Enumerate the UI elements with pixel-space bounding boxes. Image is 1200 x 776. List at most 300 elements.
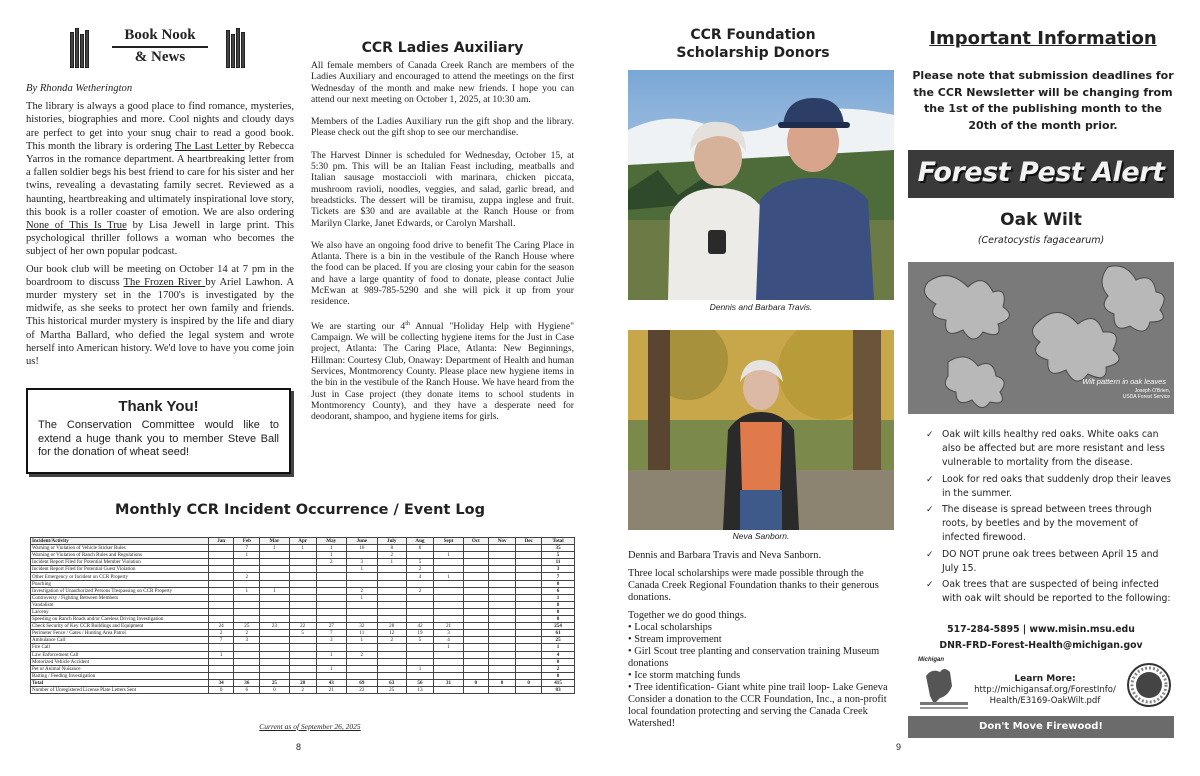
table-row bbox=[31, 566, 575, 573]
table-cell: 3 bbox=[234, 637, 260, 644]
table-cell: 0 bbox=[542, 672, 575, 679]
table-row bbox=[31, 601, 575, 608]
table-cell bbox=[289, 601, 316, 608]
table-cell: 0 bbox=[542, 608, 575, 615]
table-cell: 2 bbox=[542, 665, 575, 672]
table-cell: Incident Report Filed for Potential Member Violation bbox=[31, 559, 209, 566]
table-cell bbox=[289, 573, 316, 580]
table-cell bbox=[209, 587, 234, 594]
list-item: ✓ Oak wilt kills healthy red oaks. White oaks can also be affected but are more resistant and less vulnerable to mortality from the disease. bbox=[926, 428, 1176, 471]
table-cell: Number of Unregistered License Plate Letters Sent bbox=[31, 686, 209, 693]
table-cell bbox=[463, 608, 488, 615]
table-cell bbox=[488, 637, 515, 644]
table-cell: 1 bbox=[542, 594, 575, 601]
table-cell bbox=[516, 608, 542, 615]
table-cell bbox=[346, 672, 377, 679]
table-header-cell: Apr bbox=[289, 538, 316, 545]
table-cell bbox=[463, 580, 488, 587]
table-cell bbox=[377, 608, 406, 615]
table-cell: 1 bbox=[316, 665, 346, 672]
table-cell bbox=[289, 672, 316, 679]
table-cell bbox=[316, 672, 346, 679]
list-item: • Tree identification- Giant white pine trail loop- Lake Geneva bbox=[628, 682, 894, 694]
table-cell bbox=[209, 552, 234, 559]
table-cell bbox=[434, 559, 463, 566]
table-cell: 1 bbox=[316, 552, 346, 559]
dont-move-firewood-footer: Don't Move Firewood! bbox=[908, 716, 1174, 738]
table-cell: 0 bbox=[488, 679, 515, 686]
table-cell bbox=[289, 580, 316, 587]
table-cell: 1 bbox=[377, 559, 406, 566]
table-cell bbox=[316, 608, 346, 615]
table-cell bbox=[346, 580, 377, 587]
table-cell: Other Emergency or Incident on CCR Property bbox=[31, 573, 209, 580]
table-cell: 415 bbox=[542, 679, 575, 686]
table-cell: 19 bbox=[406, 630, 434, 637]
table-cell: 1 bbox=[434, 644, 463, 651]
table-cell: 1 bbox=[542, 644, 575, 651]
table-cell: 2 bbox=[289, 686, 316, 693]
table-cell bbox=[516, 658, 542, 665]
forest-pest-alert-title: Forest Pest Alert bbox=[917, 157, 1165, 188]
table-cell: 5 bbox=[406, 559, 434, 566]
table-cell bbox=[434, 686, 463, 693]
table-cell bbox=[377, 672, 406, 679]
table-cell bbox=[463, 686, 488, 693]
table-cell: 56 bbox=[406, 679, 434, 686]
table-cell: 11 bbox=[542, 559, 575, 566]
table-cell: 6 bbox=[234, 686, 260, 693]
foundation-article bbox=[628, 550, 894, 736]
table-cell: 0 bbox=[542, 580, 575, 587]
table-header-cell: Sept bbox=[434, 538, 463, 545]
learn-more-link[interactable]: Health/E3169-OakWilt.pdf bbox=[989, 696, 1101, 706]
table-cell bbox=[316, 594, 346, 601]
table-cell bbox=[463, 658, 488, 665]
table-cell: 8 bbox=[377, 545, 406, 552]
table-cell: 2 bbox=[346, 587, 377, 594]
table-cell bbox=[260, 566, 289, 573]
table-cell bbox=[406, 651, 434, 658]
table-cell: 0 bbox=[542, 658, 575, 665]
list-item: ✓ DO NOT prune oak trees between April 15 and July 15. bbox=[926, 548, 1176, 576]
table-cell: 1 bbox=[289, 545, 316, 552]
incident-log-title: Monthly CCR Incident Occurrence / Event Log bbox=[115, 502, 485, 518]
table-cell: 21 bbox=[316, 686, 346, 693]
table-cell bbox=[434, 651, 463, 658]
list-item: ✓ Oak trees that are suspected of being infected with oak wilt should be reported to the following: bbox=[926, 578, 1176, 606]
table-cell: 22 bbox=[289, 623, 316, 630]
book-nook-header bbox=[70, 26, 250, 70]
table-cell bbox=[346, 552, 377, 559]
table-cell bbox=[488, 616, 515, 623]
table-cell: 1 bbox=[434, 573, 463, 580]
table-header-cell: June bbox=[346, 538, 377, 545]
table-cell bbox=[209, 644, 234, 651]
table-cell bbox=[434, 608, 463, 615]
table-cell bbox=[346, 658, 377, 665]
table-cell: Total bbox=[31, 679, 209, 686]
table-cell bbox=[234, 601, 260, 608]
table-cell bbox=[234, 672, 260, 679]
table-cell: 27 bbox=[316, 623, 346, 630]
table-header-cell: Total bbox=[542, 538, 575, 545]
table-cell bbox=[516, 651, 542, 658]
table-cell bbox=[289, 552, 316, 559]
table-cell bbox=[406, 552, 434, 559]
table-cell bbox=[260, 658, 289, 665]
table-header-cell: Dec bbox=[516, 538, 542, 545]
table-cell: 0 bbox=[209, 686, 234, 693]
table-cell bbox=[488, 665, 515, 672]
table-cell: 0 bbox=[516, 679, 542, 686]
table-cell: 0 bbox=[542, 616, 575, 623]
table-cell bbox=[234, 651, 260, 658]
table-row bbox=[31, 608, 575, 615]
table-cell bbox=[316, 644, 346, 651]
table-cell: 1 bbox=[260, 587, 289, 594]
table-cell: 1 bbox=[260, 545, 289, 552]
table-cell bbox=[346, 608, 377, 615]
table-cell: Larceny bbox=[31, 608, 209, 615]
table-cell bbox=[434, 658, 463, 665]
table-cell bbox=[346, 573, 377, 580]
book-nook-title-line1: Book Nook bbox=[124, 27, 196, 43]
foundation-paragraph: Consider a donation to the CCR Foundation, Inc., a non-profit local foundation protecting and serving the Canada Creek Watershed! bbox=[628, 694, 887, 729]
table-cell bbox=[434, 594, 463, 601]
michigan-agriculture-logo bbox=[918, 656, 970, 711]
table-cell: 24 bbox=[209, 623, 234, 630]
table-row bbox=[31, 580, 575, 587]
table-cell: 83 bbox=[542, 686, 575, 693]
table-header-cell: Oct bbox=[463, 538, 488, 545]
table-header-cell: July bbox=[377, 538, 406, 545]
table-cell bbox=[209, 616, 234, 623]
table-cell bbox=[406, 616, 434, 623]
table-cell bbox=[434, 616, 463, 623]
table-cell bbox=[289, 651, 316, 658]
table-cell: 7 bbox=[316, 630, 346, 637]
table-cell: 1 bbox=[346, 637, 377, 644]
table-cell: 4 bbox=[542, 651, 575, 658]
table-cell: Ambulance Call bbox=[31, 637, 209, 644]
table-cell bbox=[516, 566, 542, 573]
table-row bbox=[31, 672, 575, 679]
table-cell: 1 bbox=[406, 665, 434, 672]
table-cell: 1 bbox=[234, 552, 260, 559]
table-cell bbox=[289, 616, 316, 623]
list-item: ✓ Look for red oaks that suddenly drop their leaves in the summer. bbox=[926, 473, 1176, 501]
table-cell bbox=[434, 587, 463, 594]
table-cell: Incident Report Filed for Potential Guest Violation bbox=[31, 566, 209, 573]
table-cell bbox=[209, 658, 234, 665]
table-row bbox=[31, 594, 575, 601]
table-cell bbox=[209, 580, 234, 587]
table-cell bbox=[463, 594, 488, 601]
table-cell bbox=[434, 601, 463, 608]
table-cell bbox=[463, 559, 488, 566]
table-cell: 5 bbox=[406, 637, 434, 644]
table-cell bbox=[209, 601, 234, 608]
ladies-auxiliary-title: CCR Ladies Auxiliary bbox=[361, 40, 524, 56]
table-cell: 3 bbox=[316, 637, 346, 644]
table-cell bbox=[289, 594, 316, 601]
table-cell: 5 bbox=[542, 552, 575, 559]
list-item: • Local scholarships bbox=[628, 622, 894, 634]
table-cell bbox=[516, 623, 542, 630]
table-cell bbox=[463, 672, 488, 679]
table-row bbox=[31, 559, 575, 566]
table-cell: 0 bbox=[463, 679, 488, 686]
table-cell: 1 bbox=[346, 566, 377, 573]
table-cell bbox=[260, 552, 289, 559]
table-cell: Pet or Animal Nuisance bbox=[31, 665, 209, 672]
page-number-left: 8 bbox=[296, 742, 302, 752]
oak-wilt-facts bbox=[926, 428, 1176, 608]
table-row bbox=[31, 623, 575, 630]
book-title-link: The Frozen River bbox=[123, 276, 206, 288]
travis-photo bbox=[628, 70, 894, 300]
ladies-auxiliary-article bbox=[311, 60, 574, 434]
table-row bbox=[31, 651, 575, 658]
table-cell bbox=[234, 644, 260, 651]
table-cell bbox=[488, 594, 515, 601]
table-cell bbox=[377, 651, 406, 658]
table-cell bbox=[234, 616, 260, 623]
oak-wilt-scientific-name: (Ceratocystis fagacearum) bbox=[977, 235, 1105, 246]
table-cell: 1 bbox=[434, 552, 463, 559]
table-cell bbox=[346, 601, 377, 608]
table-cell bbox=[516, 587, 542, 594]
table-cell: 25 bbox=[542, 637, 575, 644]
table-cell bbox=[488, 552, 515, 559]
book-nook-title-line2: & News bbox=[134, 49, 186, 65]
table-cell: 34 bbox=[209, 679, 234, 686]
table-row bbox=[31, 658, 575, 665]
ladies-paragraph: We also have an ongoing food drive to benefit The Caring Place in Atlanta. There is a bin in the vestibule of the Ranch House where the food can be placed. If you are closing your cabin for the season and have a large quantity of food to donate, please contact Julie McEwan at 989-785-5290 and she will pick it up from your residence. bbox=[311, 239, 574, 308]
table-cell: 254 bbox=[542, 623, 575, 630]
table-cell bbox=[516, 630, 542, 637]
table-cell: 28 bbox=[289, 679, 316, 686]
table-cell: 16 bbox=[346, 545, 377, 552]
table-cell bbox=[377, 665, 406, 672]
table-cell bbox=[377, 580, 406, 587]
table-cell bbox=[289, 559, 316, 566]
table-cell: 0 bbox=[260, 686, 289, 693]
table-cell bbox=[463, 651, 488, 658]
list-item: • Ice storm matching funds bbox=[628, 670, 894, 682]
table-cell bbox=[488, 601, 515, 608]
table-cell: 32 bbox=[346, 623, 377, 630]
table-cell bbox=[488, 587, 515, 594]
table-cell bbox=[260, 580, 289, 587]
table-cell bbox=[316, 566, 346, 573]
table-cell bbox=[463, 623, 488, 630]
table-cell bbox=[434, 566, 463, 573]
table-cell: 1 bbox=[316, 651, 346, 658]
table-cell bbox=[260, 559, 289, 566]
table-cell bbox=[289, 644, 316, 651]
table-cell: 23 bbox=[260, 623, 289, 630]
table-cell: Controversy / Fighting Between Members bbox=[31, 594, 209, 601]
table-cell: Law Enforcement Call bbox=[31, 651, 209, 658]
table-cell: 2 bbox=[234, 630, 260, 637]
foundation-paragraph: Together we do good things. bbox=[628, 610, 747, 621]
table-cell bbox=[488, 644, 515, 651]
table-cell bbox=[234, 559, 260, 566]
table-cell bbox=[406, 580, 434, 587]
table-cell: Poaching bbox=[31, 580, 209, 587]
list-item: • Girl Scout tree planting and conservation training Museum donations bbox=[628, 646, 894, 670]
byline: By Rhonda Wetherington bbox=[26, 83, 133, 94]
table-cell: 43 bbox=[316, 679, 346, 686]
table-cell bbox=[406, 672, 434, 679]
table-row bbox=[31, 686, 575, 693]
table-row bbox=[31, 545, 575, 552]
book-nook-paragraph: The library is always a good place to find romance, mysteries, histories, biographies and more. Cool nights and cloudy days are perfect to get into your snug chair to read a good book. This month the library is ordering The Last Letter by Rebecca Yarros in the romance department. A heartbreaking letter from a fallen soldier begs his best friend to care for his sister and her twins, revealing a devastating family secret. Reviewed as a haunting, heartbreaking and ultimately inspirational love story, this book is a roller coaster of emotion. We are also ordering None of This Is True by Lisa Jewell in large print. This psychological thriller follows a woman who becomes the subject of her own popular podcast. bbox=[26, 101, 294, 258]
table-row bbox=[31, 616, 575, 623]
books-icon bbox=[226, 28, 246, 68]
table-cell bbox=[234, 658, 260, 665]
table-cell bbox=[289, 566, 316, 573]
table-cell bbox=[260, 644, 289, 651]
table-cell bbox=[463, 665, 488, 672]
table-cell bbox=[289, 637, 316, 644]
table-cell: 12 bbox=[377, 630, 406, 637]
table-cell bbox=[234, 594, 260, 601]
ladies-paragraph: The Harvest Dinner is scheduled for Wednesday, October 15, at 5:30 pm. This will be an Italian Feast including, meatballs and Italian sausage mostaccioli with marinara, chicken piccata, mushroom ravioli, noodles, veggies, and salad, garlic bread, and breadsticks. The dessert will be tiramisu, zuppa inglese and fruit. Tickets are $30 and are available at the Ranch House or from Marilyn Clarke, Janet Edwards, or Carolyn Marshall. bbox=[311, 149, 574, 229]
table-cell bbox=[234, 608, 260, 615]
table-cell: Motorized Vehicle Accident bbox=[31, 658, 209, 665]
table-cell: Baiting / Feeding Investigation bbox=[31, 672, 209, 679]
table-cell bbox=[434, 665, 463, 672]
table-cell: 25 bbox=[260, 679, 289, 686]
table-cell bbox=[516, 580, 542, 587]
table-cell bbox=[434, 580, 463, 587]
table-cell bbox=[234, 665, 260, 672]
table-cell bbox=[377, 587, 406, 594]
table-cell bbox=[377, 573, 406, 580]
table-cell: Check Security of Key CCR Buildings and Equipment bbox=[31, 623, 209, 630]
travis-photo-caption: Dennis and Barbara Travis. bbox=[709, 302, 813, 312]
table-cell: 42 bbox=[406, 623, 434, 630]
table-row bbox=[31, 630, 575, 637]
important-info-title: Important Information bbox=[929, 28, 1157, 49]
table-cell bbox=[260, 601, 289, 608]
table-cell bbox=[463, 573, 488, 580]
table-cell bbox=[316, 616, 346, 623]
table-cell bbox=[377, 644, 406, 651]
table-cell bbox=[260, 665, 289, 672]
table-row bbox=[31, 665, 575, 672]
table-cell: 6 bbox=[406, 545, 434, 552]
table-cell bbox=[488, 672, 515, 679]
table-cell: 4 bbox=[434, 637, 463, 644]
learn-more-label: Learn More: bbox=[1014, 674, 1076, 684]
table-cell bbox=[516, 601, 542, 608]
table-cell: 21 bbox=[434, 623, 463, 630]
table-header-cell: Feb bbox=[234, 538, 260, 545]
table-cell bbox=[316, 587, 346, 594]
table-cell: 31 bbox=[434, 679, 463, 686]
contact-email: DNR-FRD-Forest-Health@michigan.gov bbox=[939, 640, 1143, 651]
table-cell: 0 bbox=[542, 601, 575, 608]
table-cell bbox=[488, 545, 515, 552]
table-cell bbox=[377, 601, 406, 608]
table-cell: 6 bbox=[542, 587, 575, 594]
table-cell: 7 bbox=[234, 545, 260, 552]
table-cell bbox=[209, 672, 234, 679]
learn-more-link[interactable]: http://michigansaf.org/ForestInfo/ bbox=[974, 685, 1116, 695]
table-cell bbox=[516, 594, 542, 601]
table-cell: 1 bbox=[316, 545, 346, 552]
table-cell bbox=[346, 665, 377, 672]
table-cell bbox=[316, 658, 346, 665]
table-cell bbox=[463, 545, 488, 552]
table-cell: Speeding on Ranch Roads and/or Careless Driving Investigation bbox=[31, 616, 209, 623]
table-cell bbox=[488, 651, 515, 658]
table-cell bbox=[209, 665, 234, 672]
table-cell: Fire Call bbox=[31, 644, 209, 651]
table-cell bbox=[516, 686, 542, 693]
table-cell: 2 bbox=[234, 573, 260, 580]
table-cell bbox=[488, 566, 515, 573]
table-cell: 11 bbox=[346, 630, 377, 637]
table-cell bbox=[377, 658, 406, 665]
table-cell: 2 bbox=[316, 559, 346, 566]
table-cell bbox=[260, 608, 289, 615]
table-cell bbox=[516, 637, 542, 644]
oak-wilt-title: Oak Wilt bbox=[1000, 210, 1082, 230]
ladies-paragraph: All female members of Canada Creek Ranch are members of the Ladies Auxiliary and encouraged to attend the meetings on the first Wednesday of the month and make new friends. I hope you can attend our next meeting on October 1, 2025, at 10:30 am. bbox=[311, 60, 574, 105]
books-icon bbox=[70, 28, 90, 68]
table-cell bbox=[209, 566, 234, 573]
table-cell bbox=[463, 587, 488, 594]
table-cell: Vandalism bbox=[31, 601, 209, 608]
table-cell: Warning or Violation of Ranch Rules and Regulations bbox=[31, 552, 209, 559]
table-cell bbox=[434, 545, 463, 552]
table-cell: 3 bbox=[542, 566, 575, 573]
table-cell bbox=[377, 616, 406, 623]
table-header-cell: Nov bbox=[488, 538, 515, 545]
incident-log-table bbox=[30, 537, 575, 694]
table-cell bbox=[289, 658, 316, 665]
table-cell: 13 bbox=[406, 686, 434, 693]
table-cell bbox=[406, 658, 434, 665]
table-cell: 61 bbox=[542, 630, 575, 637]
table-cell bbox=[463, 630, 488, 637]
oak-photo-credit: Joseph O'Brien, USDA Forest Service bbox=[1122, 388, 1170, 400]
table-cell bbox=[209, 545, 234, 552]
table-cell bbox=[488, 658, 515, 665]
table-cell: 35 bbox=[542, 545, 575, 552]
table-cell bbox=[260, 630, 289, 637]
table-cell bbox=[434, 672, 463, 679]
table-cell bbox=[377, 566, 406, 573]
ladies-paragraph: We are starting our 4th Annual "Holiday Help with Hygiene" Campaign. We will be collecting hygiene items for the Just in Case project, Atlanta: The Caring Place, Atlanta: New Beginnings, Hillman: Courtesy Club, Onaway: Department of Health and human Services, Montmorency County. Please place new hygiene items in the bin in the vestibule of the Ranch House. We have heard from the Just in Case project (they donate items to school students in Montmorency County), and they have a desperate need for deodorant, shampoo, and hygiene items for girls. bbox=[311, 320, 574, 423]
table-header-cell: May bbox=[316, 538, 346, 545]
table-cell bbox=[488, 573, 515, 580]
table-cell: 4 bbox=[406, 573, 434, 580]
table-cell: 2 bbox=[377, 637, 406, 644]
table-cell bbox=[463, 637, 488, 644]
table-cell bbox=[488, 608, 515, 615]
table-cell bbox=[260, 616, 289, 623]
page-number-right: 9 bbox=[896, 742, 902, 752]
table-cell bbox=[260, 594, 289, 601]
table-row bbox=[31, 637, 575, 644]
table-cell bbox=[463, 566, 488, 573]
